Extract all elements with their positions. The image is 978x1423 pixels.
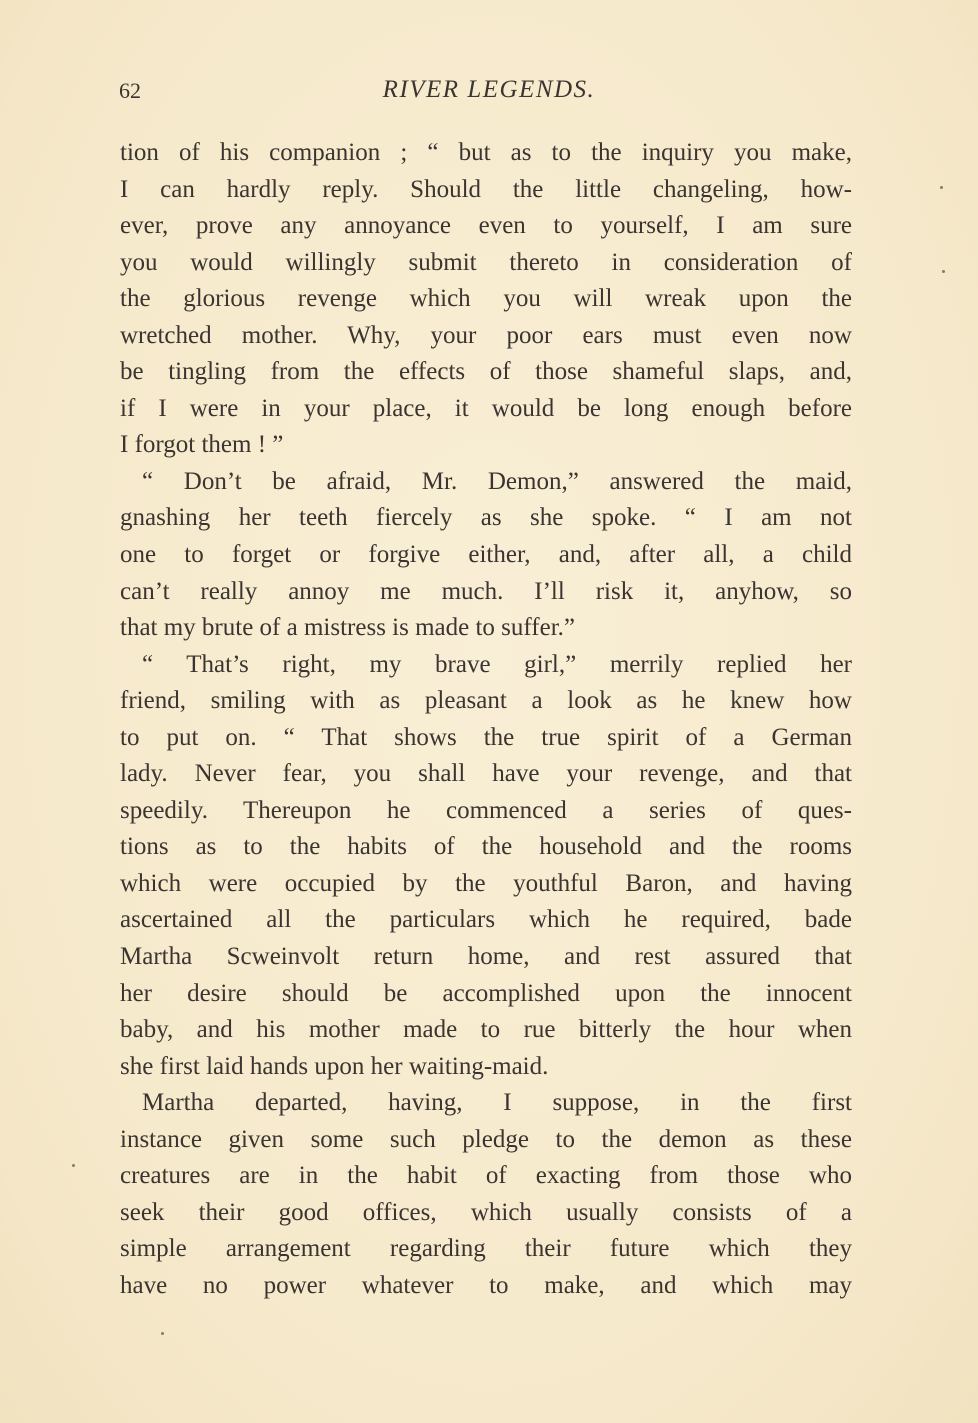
text-line: can’t really annoy me much. I’ll risk it, anyhow, so (120, 577, 852, 605)
text-line: one to forget or forgive either, and, after all, a child (120, 541, 852, 569)
text-line: simple arrangement regarding their future which they (120, 1235, 852, 1263)
text-line: be tingling from the effects of those shameful slaps, and, (120, 358, 852, 386)
text-line: the glorious revenge which you will wreak upon the (120, 285, 852, 313)
text-line: tions as to the habits of the household and the rooms (120, 833, 852, 861)
scan-speck (161, 1332, 164, 1335)
text-line: wretched mother. Why, your poor ears must even now (120, 321, 852, 349)
text-line: tion of his companion ; “ but as to the inquiry you make, (120, 139, 852, 166)
text-line: which were occupied by the youthful Baron, and having (120, 869, 852, 897)
text-line: I can hardly reply. Should the little changeling, how- (120, 175, 852, 203)
paragraph (120, 647, 852, 1086)
text-line: I forgot them ! ” (120, 431, 284, 459)
text-line: to put on. “ That shows the true spirit of a German (120, 723, 852, 751)
text-line: speedily. Thereupon he commenced a series of ques- (120, 796, 852, 824)
text-line: that my brute of a mistress is made to suffer.” (120, 614, 575, 642)
text-line: have no power whatever to make, and which may (120, 1271, 852, 1299)
text-line: she first laid hands upon her waiting-maid. (120, 1052, 549, 1080)
text-line: you would willingly submit thereto in consideration of (120, 248, 852, 276)
text-line: if I were in your place, it would be long enough before (120, 394, 852, 422)
paragraph (120, 464, 852, 647)
text-line: seek their good offices, which usually consists of a (120, 1198, 852, 1226)
page-number: 62 (119, 78, 141, 103)
text-line: instance given some such pledge to the demon as these (120, 1125, 852, 1153)
text-line: friend, smiling with as pleasant a look as he knew how (120, 687, 852, 715)
running-title: RIVER LEGENDS. (382, 76, 596, 103)
text-line: gnashing her teeth fiercely as she spoke. “ I am not (120, 504, 852, 532)
text-line: Martha Scweinvolt return home, and rest assured that (120, 943, 852, 971)
text-line: Martha departed, having, I suppose, in the first (142, 1089, 852, 1117)
paragraph (120, 135, 852, 464)
text-line: creatures are in the habit of exacting from those who (120, 1162, 852, 1190)
text-line: “ That’s right, my brave girl,” merrily replied her (142, 650, 852, 678)
text-line: ascertained all the particulars which he required, bade (120, 906, 852, 934)
scan-speck (942, 270, 945, 273)
scan-speck (72, 1164, 75, 1167)
text-line: “ Don’t be afraid, Mr. Demon,” answered the maid, (142, 467, 852, 495)
text-line: baby, and his mother made to rue bitterly the hour when (120, 1016, 852, 1044)
text-line: lady. Never fear, you shall have your revenge, and that (120, 760, 852, 788)
scan-speck (940, 186, 943, 189)
text-line: her desire should be accomplished upon the innocent (120, 979, 852, 1007)
page-body (120, 135, 852, 1305)
text-line: ever, prove any annoyance even to yourself, I am sure (120, 212, 852, 240)
paragraph (120, 1085, 852, 1304)
